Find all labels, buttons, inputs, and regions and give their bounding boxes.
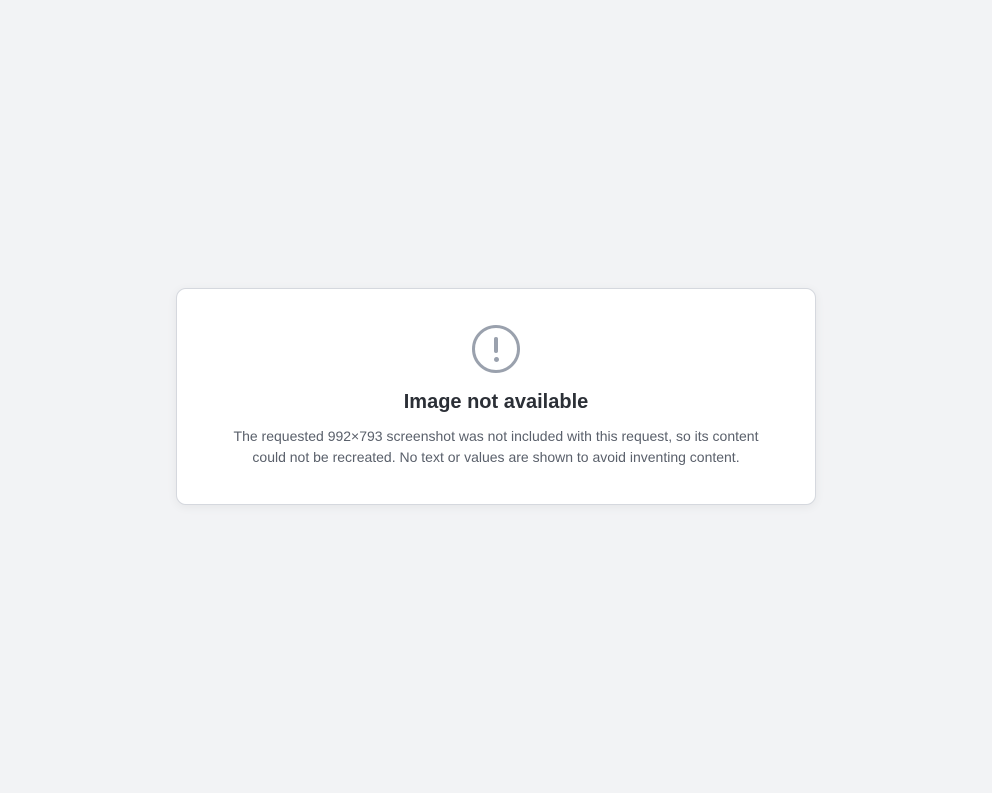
missing-image-notice [176, 288, 816, 505]
notice-body: The requested 992×793 screenshot was not included with this request, so its content could not be recreated. No text or values are shown to avoid inventing content. [233, 428, 759, 465]
info-icon [472, 325, 520, 373]
notice-title: Image not available [403, 391, 589, 413]
